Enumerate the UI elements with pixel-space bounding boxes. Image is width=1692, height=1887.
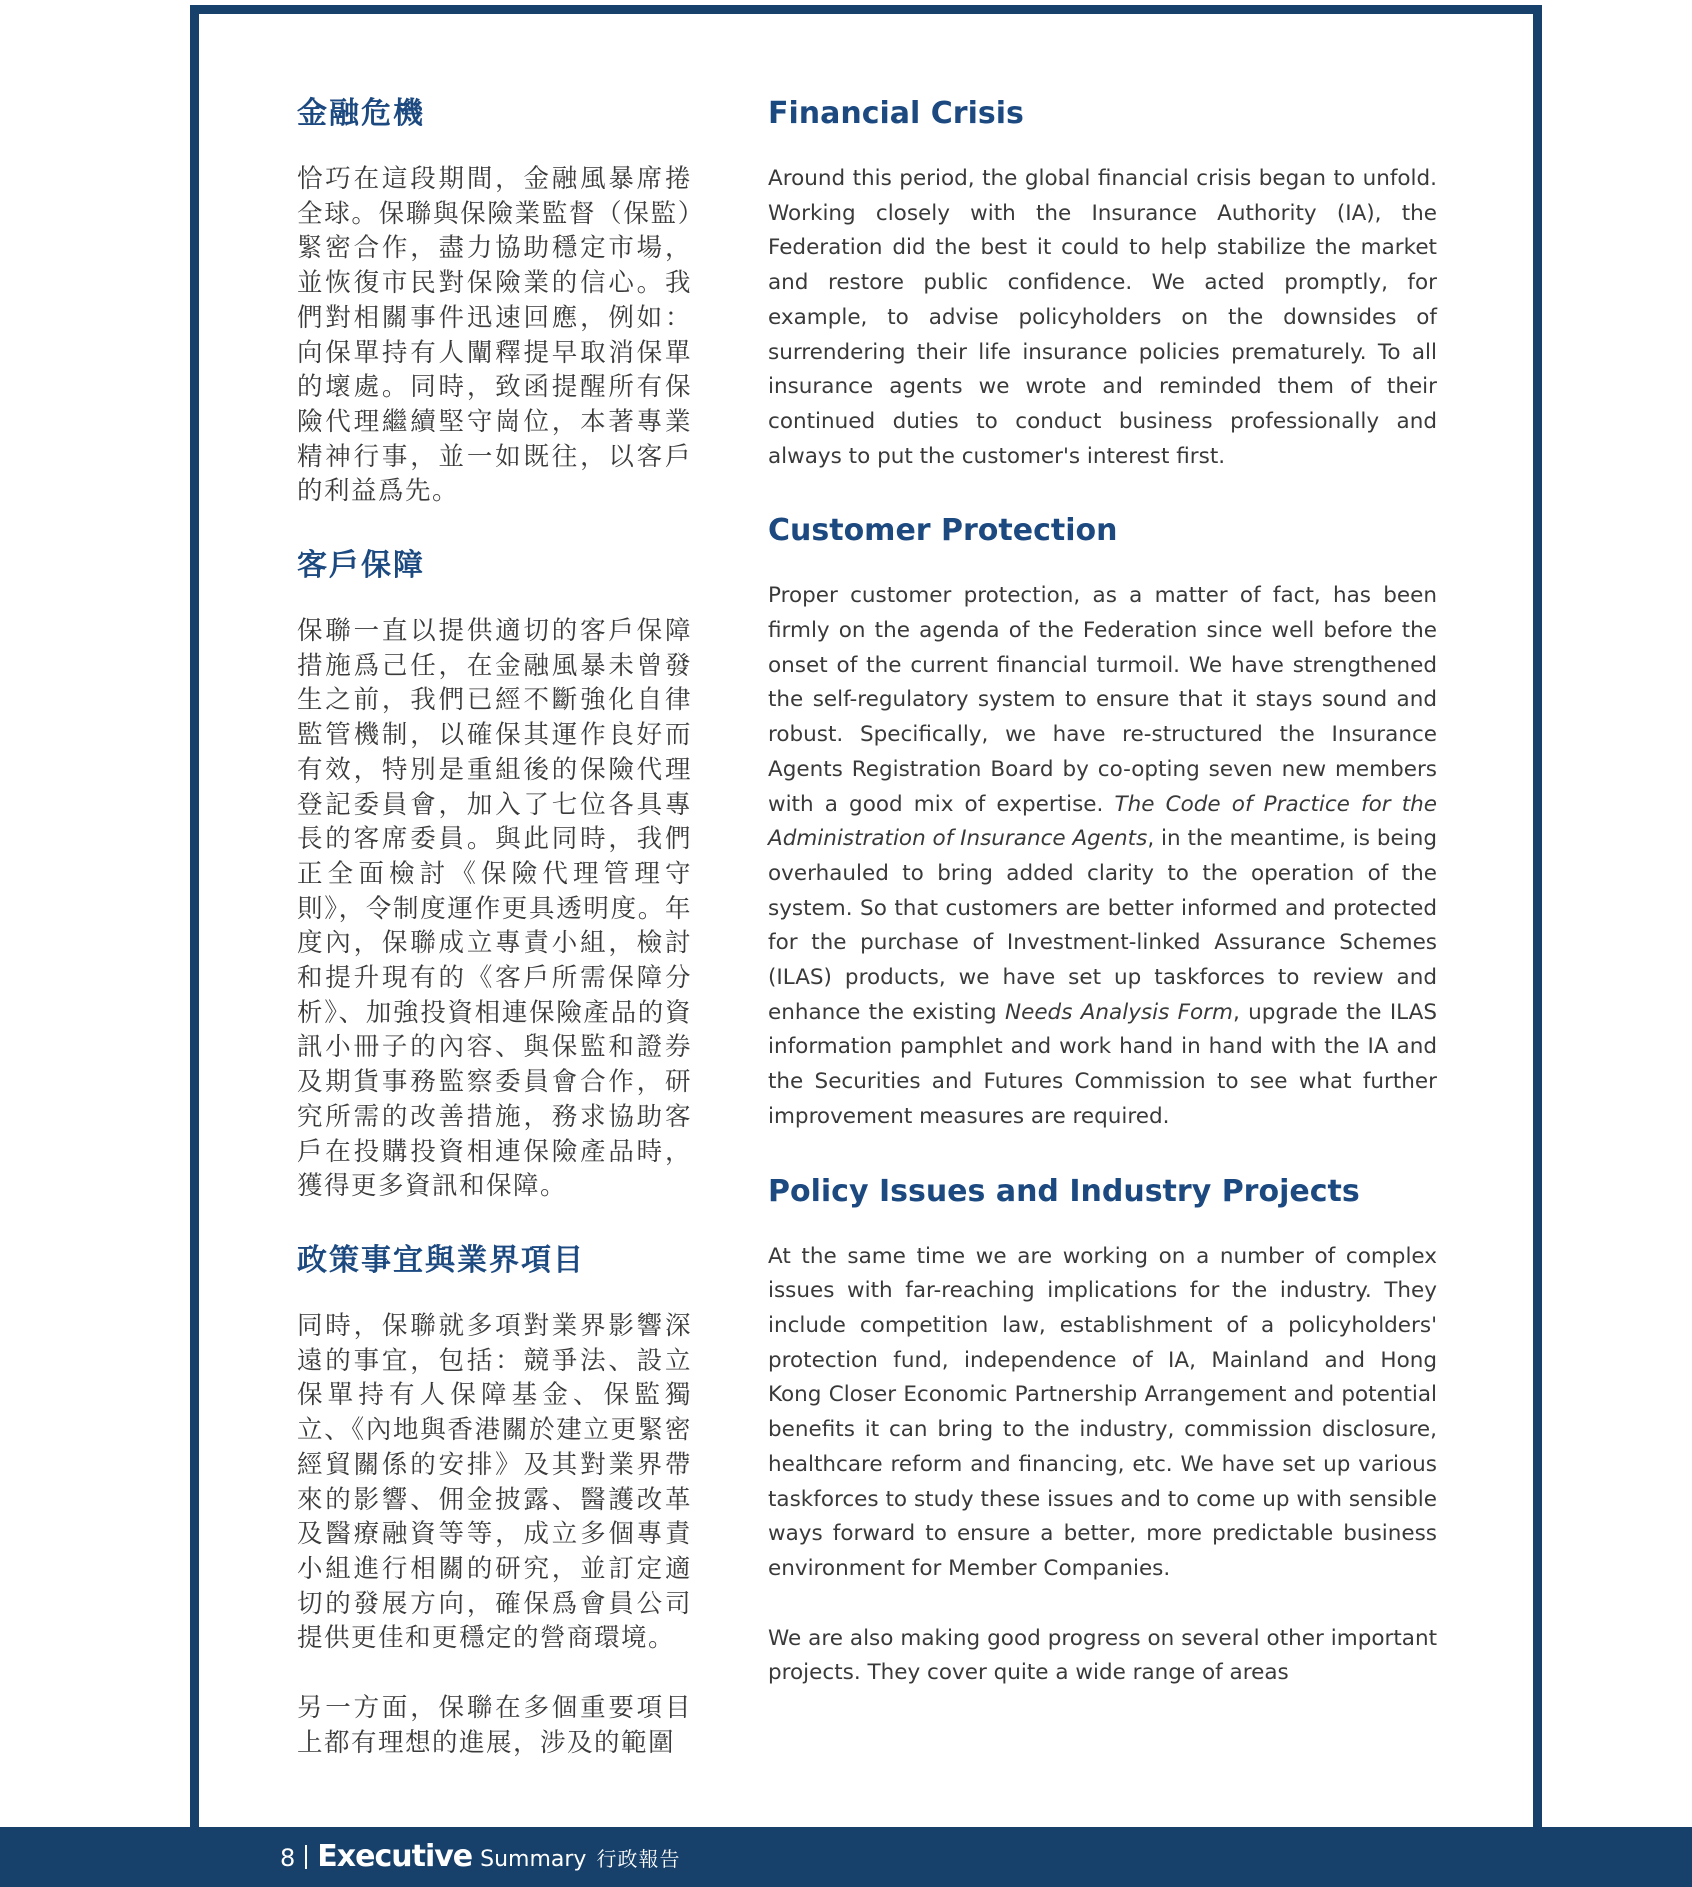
section-title-executive: Executive — [317, 1839, 473, 1874]
en-paragraph-policy-issues: At the same time we are working on a number of complex issues with far-reaching implications for the industry. They include competition law, establishment of a policyholders' protection fund, independence of IA, Mainland and Hong Kong Closer Economic Partnership Arrangement and potential benefits it can bring to the industry, commission disclosure, healthcare reform and financing, etc. We have set up various taskforces to study these issues and to come up with sensible ways forward to ensure a better, more predictable business environment for Member Companies. — [768, 1243, 1437, 1581]
zh-paragraph-policy-issues: 同時，保聯就多項對業界影響深遠的事宜，包括：競爭法、設立保單持有人保障基金、保監獨立、《內地與香港關於建立更緊密經貿關係的安排》及其對業界帶來的影響、佣金披露、醫護改革及醫療融資等等，成立多個專責小組進行相關的研究，並訂定適切的發展方向，確保爲會員公司提供更佳和更穩定的營商環境。 — [297, 1310, 692, 1654]
code-of-practice-title: The Code of Practice for the Administration of Insurance Agents — [768, 791, 1437, 852]
footer-divider — [305, 1845, 307, 1869]
section-title-summary: Summary — [480, 1847, 587, 1872]
en-text-segment: Proper customer protection, as a matter of fact, has been firmly on the agenda of the Federation since well before the onset of the current financial turmoil. We have strengthened the self-regulatory system to ensure that it stays sound and robust. Specifically, we have re-structured the Insurance Agents Registration Board by co-opting seven new members with a good mix of expertise. — [768, 583, 1437, 817]
en-paragraph-financial-crisis: Around this period, the global financial crisis began to unfold. Working closely with the Insurance Authority (IA), the Federation did the best it could to help stabilize the market and restore public confidence. We acted promptly, for example, to advise policyholders on the downsides of surrendering their life insurance policies prematurely. To all insurance agents we wrote and reminded them of their continued duties to conduct business professionally and always to put the customer's interest first. — [768, 166, 1437, 469]
footer-label — [280, 1839, 680, 1874]
chinese-column — [297, 92, 692, 1760]
section-title-zh: 行政報告 — [596, 1847, 681, 1871]
en-heading-financial-crisis: Financial Crisis — [768, 96, 1024, 131]
zh-paragraph-financial-crisis: 恰巧在這段期間，金融風暴席捲全球。保聯與保險業監督（保監）緊密合作，盡力協助穩定市場，並恢復市民對保險業的信心。我們對相關事件迅速回應，例如：向保單持有人闡釋提早取消保單的壞處。同時，致函提醒所有保險代理繼續堅守崗位，本著專業精神行事，並一如既往，以客戶的利益爲先。 — [297, 164, 692, 507]
zh-heading-customer-protection: 客戶保障 — [297, 548, 425, 584]
needs-analysis-form-title: Needs Analysis Form — [1005, 999, 1233, 1025]
zh-paragraph-customer-protection: 保聯一直以提供適切的客戶保障措施爲己任，在金融風暴未曾發生之前，我們已經不斷強化自律監管機制，以確保其運作良好而有效，特別是重組後的保險代理登記委員會，加入了七位各具專長的客席委員。與此同時，我們正全面檢討《保險代理管理守則》，令制度運作更具透明度。年度內，保聯成立專責小組，檢討和提升現有的《客戶所需保障分析》、加強投資相連保險產品的資訊小冊子的內容、與保監和證券及期貨事務監察委員會合作，研究所需的改善措施，務求協助客戶在投購投資相連保險產品時，獲得更多資訊和保障。 — [297, 616, 692, 1202]
en-paragraph-projects: We are also making good progress on several other important projects. They cover quite a wide range of areas — [768, 1625, 1437, 1686]
zh-paragraph-projects: 另一方面，保聯在多個重要項目上都有理想的進展，涉及的範圍 — [297, 1693, 692, 1758]
en-text-segment: , in the meantime, is being overhauled to bring added clarity to the operation of the system. So that customers are better informed and protected for the purchase of Investment-linked Assurance Schemes (ILAS) products, we have set up taskforces to review and enhance the existing — [768, 826, 1437, 1025]
footer-bar — [0, 1827, 1692, 1887]
english-column — [768, 92, 1437, 1691]
en-paragraph-customer-protection — [768, 579, 1437, 1134]
zh-heading-financial-crisis: 金融危機 — [297, 96, 425, 131]
en-text-segment: , upgrade the ILAS information pamphlet and work hand in hand with the IA and the Securities and Futures Commission to see what further improvement measures are required. — [768, 999, 1437, 1129]
en-heading-policy-issues: Policy Issues and Industry Projects — [768, 1173, 1360, 1209]
zh-heading-policy-issues: 政策事宜與業界項目 — [297, 1242, 585, 1278]
page-number: 8 — [280, 1844, 296, 1872]
en-heading-customer-protection: Customer Protection — [768, 513, 1118, 549]
